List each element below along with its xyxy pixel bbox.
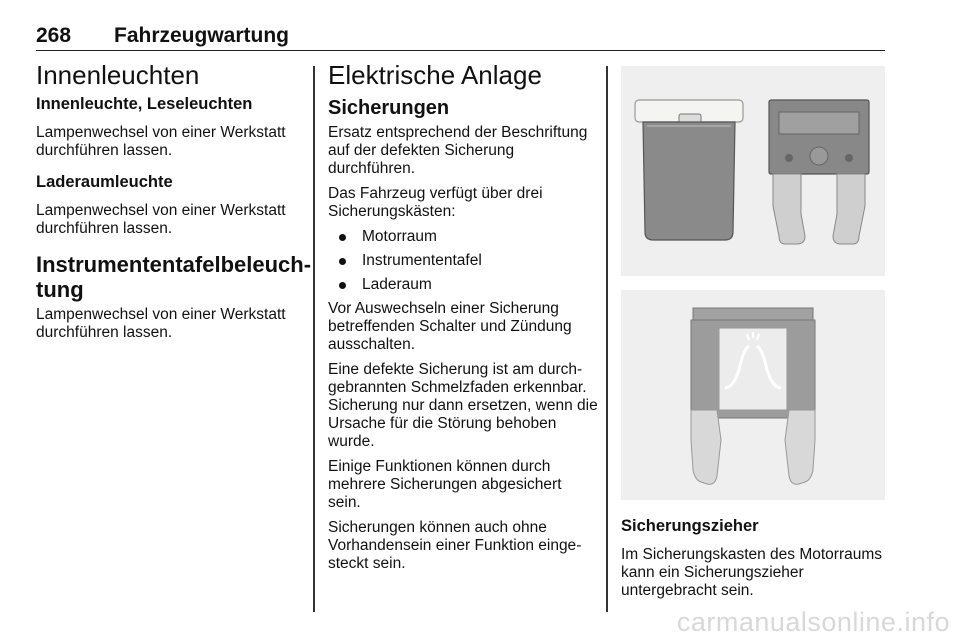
subheading-instrumententafel-line2: tung	[36, 277, 84, 302]
fuse-drawing-icon	[621, 66, 885, 276]
subheading-laderaumleuchte: Laderaumleuchte	[36, 173, 173, 191]
paragraph-funktionen: Einige Funktionen können durch mehrere Sicherungen abgesichert sein.	[328, 458, 562, 511]
subheading-innenleuchte: Innenleuchte, Leseleuchten	[36, 95, 253, 113]
watermark: carmanualsonline.info	[676, 607, 950, 637]
column-left	[36, 60, 312, 349]
chapter-title: Fahrzeugwartung	[114, 24, 290, 47]
subheading-sicherungen: Sicherungen	[328, 97, 450, 119]
paragraph-defekte-sicherung: Eine defekte Sicherung ist am durchgebrannten Schmelzfaden erkennbar. Sicherung nur dann ersetzen, wenn die Ursache für die Störung behoben wurde.	[328, 361, 598, 450]
section-title-innenleuchten: Innenleuchten	[36, 60, 200, 90]
column-divider-2	[606, 66, 608, 612]
page-number: 268	[36, 24, 72, 47]
paragraph-innenleuchte: Lampenwechsel von einer Werkstatt durchführen lassen.	[36, 124, 286, 159]
subheading-sicherungszieher: Sicherungszieher	[621, 517, 759, 535]
paragraph-ersatz: Ersatz entsprechend der Beschriftung auf der defekten Sicherung durchführen.	[328, 124, 588, 177]
paragraph-sicherungszieher: Im Sicherungskasten des Motorraums kann ein Sicherungszieher untergebracht sein.	[621, 546, 883, 599]
paragraph-ohne-funktion: Sicherungen können auch ohne Vorhandensein einer Funktion eingesteckt sein.	[328, 519, 582, 572]
page-header	[36, 24, 885, 51]
paragraph-auswechseln: Vor Auswechseln einer Sicherung betreffenden Schalter und Zündung ausschalten.	[328, 300, 572, 353]
paragraph-instrumententafel: Lampenwechsel von einer Werkstatt durchführen lassen.	[36, 306, 286, 341]
list-item-motorraum: Motorraum	[328, 228, 598, 246]
list-item-laderaum: Laderaum	[328, 276, 598, 294]
paragraph-sicherungskaesten: Das Fahrzeug verfügt über drei Sicherungskästen:	[328, 185, 543, 220]
column-divider-1	[313, 66, 315, 612]
subheading-instrumententafel-line1: Instrumententafelbeleuch-	[36, 252, 312, 277]
fuse-box-list	[328, 228, 598, 294]
section-title-elektrische-anlage: Elektrische Anlage	[328, 60, 542, 90]
list-item-instrumententafel: Instrumententafel	[328, 252, 598, 270]
fuse-illustration-top	[621, 66, 885, 276]
column-right-text	[621, 516, 885, 607]
column-middle	[328, 60, 598, 580]
fuse-illustration-bottom	[621, 290, 885, 500]
paragraph-laderaumleuchte: Lampenwechsel von einer Werkstatt durchführen lassen.	[36, 202, 286, 237]
blown-fuse-icon	[621, 290, 885, 500]
